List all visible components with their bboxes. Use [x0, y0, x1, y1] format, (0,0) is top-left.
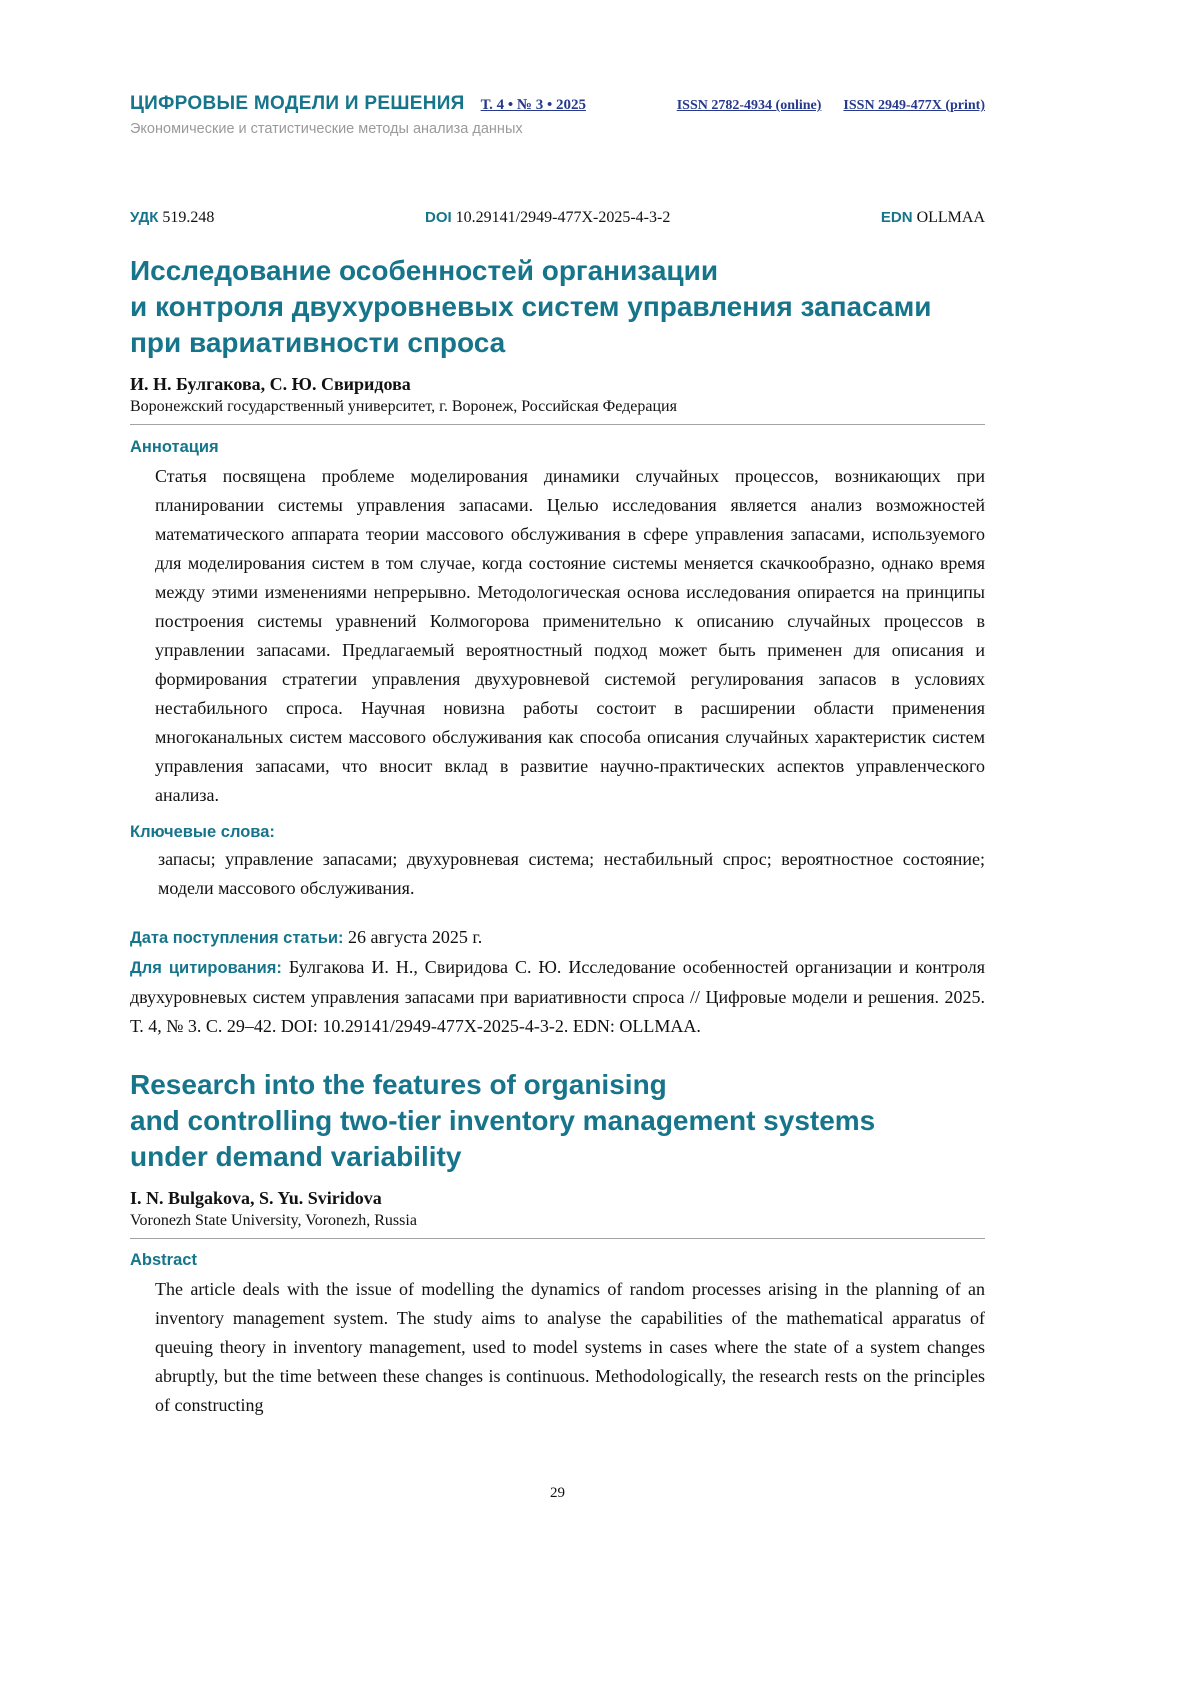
article-meta-row — [130, 209, 985, 227]
udc-label: УДК — [130, 209, 159, 226]
citation-line — [130, 953, 985, 1041]
udc-value: 519.248 — [162, 209, 215, 226]
authors-en: I. N. Bulgakova, S. Yu. Sviridova — [130, 1188, 382, 1208]
keywords-text-ru: запасы; управление запасами; двухуровневая система; нестабильный спрос; вероятностное состояние; модели массового обслуживания. — [158, 849, 985, 898]
article-title-en: Research into the features of organising and controlling two-tier inventory management systems under demand variability — [130, 1069, 876, 1172]
issn-online: ISSN 2782-4934 (online) — [676, 98, 822, 113]
divider-en — [130, 1238, 985, 1239]
authors-ru: И. Н. Булгакова, С. Ю. Свиридова — [130, 374, 411, 394]
affiliation-ru: Воронежский государственный университет, г. Воронеж, Российская Федерация — [130, 398, 677, 415]
received-line — [130, 923, 985, 953]
abstract-text-en: The article deals with the issue of modelling the dynamics of random processes arising in the planning of an inventory management system. The study aims to analyse the capabilities of the mathematical apparatus of queuing theory in inventory management, used to model systems in cases where the state of a system changes abruptly, but the time between these changes is continuous. Methodologically, the research rests on the principles of constructing — [155, 1279, 985, 1415]
citation-value: Булгакова И. Н., Свиридова С. Ю. Исследование особенностей организации и контроля двухуровневых систем управления запасами при вариативности спроса // Цифровые модели и решения. 2025. Т. 4, № 3. С. 29–42. DOI: 10.29141/2949-477X-2025-4-3-2. EDN: OLLMAA. — [130, 957, 986, 1036]
received-value: 26 августа 2025 г. — [347, 927, 483, 947]
journal-header-row — [130, 93, 985, 115]
journal-header — [130, 93, 985, 137]
citation-label: Для цитирования: — [130, 959, 282, 977]
edn-label: EDN — [880, 209, 913, 226]
received-label: Дата поступления статьи: — [130, 929, 344, 947]
affiliation-en: Voronezh State University, Voronezh, Russia — [130, 1212, 417, 1229]
keywords-heading-ru: Ключевые слова: — [130, 823, 275, 841]
edn-value: OLLMAA — [916, 209, 985, 226]
issue-info: Т. 4 • № 3 • 2025 — [480, 97, 586, 113]
journal-subtitle: Экономические и статистические методы анализа данных — [130, 121, 523, 137]
divider-ru — [130, 424, 985, 425]
edn — [881, 209, 985, 227]
doi — [425, 209, 670, 227]
abstract-text-ru: Статья посвящена проблеме моделирования динамики случайных процессов, возникающих при планировании системы управления запасами. Целью исследования является анализ возможностей математического аппарата теории массового обслуживания в сфере управления запасами, используемого для моделирования систем в том случае, когда состояние системы меняется скачкообразно, однако время между этими изменениями непрерывно. Методологическая основа исследования опирается на принципы построения системы уравнений Колмогорова применительно к описанию случайных процессов в управлении запасами. Предлагаемый вероятностный подход может быть применен для описания и формирования стратегии управления двухуровневой системой регулирования запасов в условиях нестабильного спроса. Научная новизна работы состоит в расширении области применения многоканальных систем массового обслуживания как способа описания случайных характеристик систем управления запасами, что вносит вклад в развитие научно-практических аспектов управленческого анализа. — [155, 466, 985, 805]
abstract-heading-en: Abstract — [130, 1251, 197, 1269]
issn-group — [677, 98, 985, 114]
udc — [130, 209, 214, 227]
article-title-ru: Исследование особенностей организации и контроля двухуровневых систем управления запасами при вариативности спроса — [130, 255, 932, 358]
abstract-heading-ru: Аннотация — [130, 438, 219, 456]
doi-label: DOI — [425, 209, 452, 226]
page-number: 29 — [550, 1485, 565, 1501]
journal-name: ЦИФРОВЫЕ МОДЕЛИ И РЕШЕНИЯ — [130, 93, 465, 114]
issn-print: ISSN 2949-477X (print) — [843, 98, 985, 113]
doi-value: 10.29141/2949-477X-2025-4-3-2 — [455, 209, 671, 226]
